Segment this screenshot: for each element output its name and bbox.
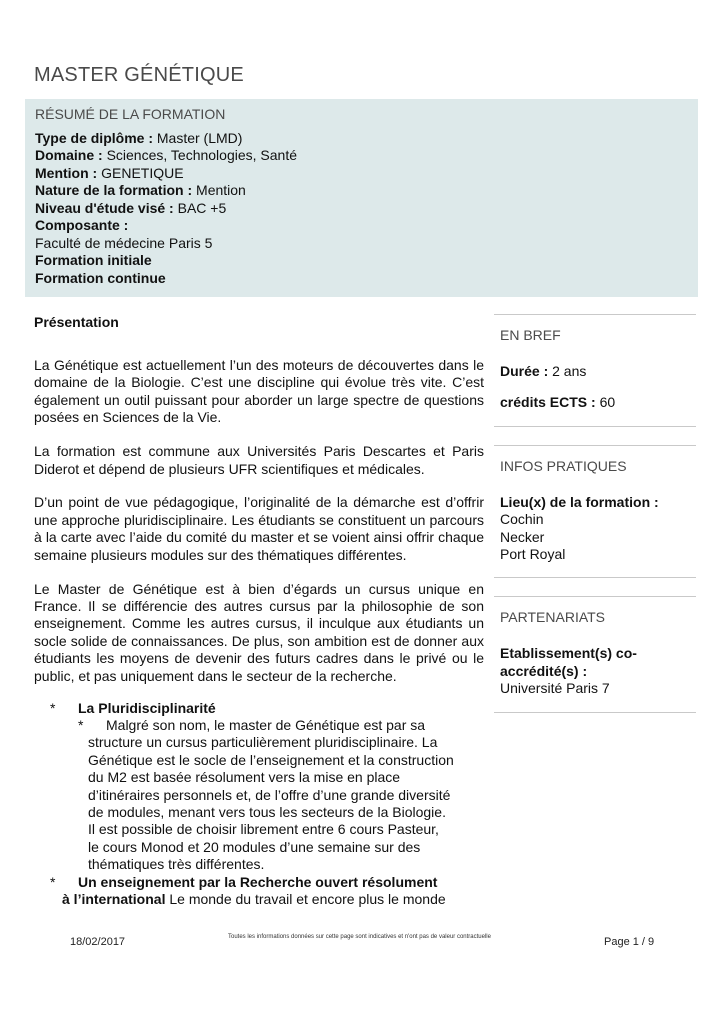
presentation-paragraph: La Génétique est actuellement l’un des moteurs de découvertes dans le domaine de la Biologie. C’est une discipline qui évolue très vite. C’est également un outil puissant pour aborder un large spectre de questions posées en Sciences de la Vie. <box>34 357 484 426</box>
bullet-text-line: de modules, menant vers tous les secteurs de la Biologie. <box>88 803 446 820</box>
bullet-marker: * <box>78 716 84 733</box>
ects-value: 60 <box>595 394 616 411</box>
bullet-title: à l’international <box>62 890 166 907</box>
composante-row <box>35 217 688 235</box>
presentation-heading: Présentation <box>34 314 119 330</box>
bullet-text-line: Il est possible de choisir librement entre 6 cours Pasteur, <box>88 821 439 838</box>
bullet-text-line: Malgré son nom, le master de Génétique est par sa <box>106 716 426 733</box>
bullet-marker: * <box>50 873 56 890</box>
diploma-type-value: Master (LMD) <box>152 129 243 146</box>
bullet-text-line: le cours Monod et 20 modules d’une semaine sur des <box>88 838 421 855</box>
page-title: MASTER GÉNÉTIQUE <box>34 64 244 86</box>
bullet-item <box>34 700 484 717</box>
sidebar <box>494 314 696 713</box>
footer-disclaimer: Toutes les informations données sur cette page sont indicatives et n'ont pas de valeur contractuelle <box>228 934 491 940</box>
bullet-text: Le monde du travail et encore plus le monde <box>165 890 446 907</box>
bullet-title: Un enseignement par la Recherche ouvert résolument <box>78 873 438 890</box>
level-label: Niveau d'étude visé : <box>35 199 174 216</box>
location-label: Lieu(x) de la formation : <box>500 493 659 510</box>
infos-pratiques-box <box>494 445 696 579</box>
partner-value: Université Paris 7 <box>500 680 610 697</box>
en-bref-box <box>494 314 696 427</box>
bullet-text-line: d’itinéraires personnels et, de l’offre d’une grande diversité <box>88 786 451 803</box>
domain-value: Sciences, Technologies, Santé <box>102 147 297 163</box>
bullet-text-line: thématiques très différentes. <box>88 856 265 873</box>
composante-value: Faculté de médecine Paris 5 <box>35 234 213 251</box>
infos-pratiques-title: INFOS PRATIQUES <box>500 457 627 474</box>
en-bref-title: EN BREF <box>500 327 561 343</box>
formation-continue: Formation continue <box>35 269 166 286</box>
level-value: BAC +5 <box>173 199 227 216</box>
presentation-paragraph: D’un point de vue pédagogique, l’originalité de la démarche est d’offrir une approche pluridisciplinaire. Les étudiants se constituent un parcours à la carte avec l’aide du comité du master et se voient ainsi offrir chaque semaine plusieurs modules sur des thématiques différentes. <box>34 494 484 563</box>
summary-panel <box>25 99 698 297</box>
presentation-section <box>34 314 484 908</box>
location-item: Port Royal <box>500 546 566 563</box>
level-row <box>35 200 688 218</box>
mention-value: GENETIQUE <box>97 164 184 181</box>
bullet-text-line: du M2 est basée résolument vers la mise en place <box>88 769 401 786</box>
nature-row <box>35 182 688 200</box>
footer-date: 18/02/2017 <box>70 936 126 948</box>
page-number: Page 1 / 9 <box>604 936 655 948</box>
nature-label: Nature de la formation : <box>35 182 193 198</box>
partner-label: Etablissement(s) co- <box>500 645 637 662</box>
ects-label: crédits ECTS : <box>500 394 596 411</box>
composante-label: Composante : <box>35 217 129 233</box>
domain-row <box>35 147 688 165</box>
summary-title: RÉSUMÉ DE LA FORMATION <box>35 106 226 122</box>
bullet-title: La Pluridisciplinarité <box>78 699 216 716</box>
presentation-paragraph: La formation est commune aux Universités Paris Descartes et Paris Diderot et dépend de plusieurs UFR scientifiques et médicales. <box>34 443 484 477</box>
bullet-text-line: structure un cursus particulièrement pluridisciplinaire. La <box>88 734 438 751</box>
bullet-marker: * <box>50 699 56 716</box>
duration-label: Durée : <box>500 363 549 379</box>
partner-label: accrédité(s) : <box>500 662 588 679</box>
location-item: Necker <box>500 528 545 545</box>
ects-row <box>500 394 690 411</box>
diploma-type-label: Type de diplôme : <box>35 129 153 146</box>
location-item: Cochin <box>500 511 544 528</box>
duration-value: 2 ans <box>548 363 587 379</box>
mention-row <box>35 165 688 183</box>
bullet-item <box>34 874 484 909</box>
partenariats-box <box>494 596 696 712</box>
formation-initiale: Formation initiale <box>35 252 152 268</box>
sub-bullet-item <box>34 717 484 874</box>
presentation-paragraph: Le Master de Génétique est à bien d’égards un cursus unique en France. Il se différencie des autres cursus par la philosophie de son enseignement. Comme les autres cursus, il inculque aux étudiants un socle solide de connaissances. De plus, son ambition est de donner aux étudiants les moyens de devenir des futurs cadres dans le privé ou le public, et pas uniquement dans le secteur de la recherche. <box>34 580 484 684</box>
nature-value: Mention <box>192 182 246 198</box>
bullet-text-line: Génétique est le socle de l’enseignement et la construction <box>88 751 454 768</box>
mention-label: Mention : <box>35 164 98 181</box>
partenariats-title: PARTENARIATS <box>500 609 606 626</box>
domain-label: Domaine : <box>35 147 103 163</box>
bullet-list <box>34 700 484 909</box>
duration-row <box>500 363 690 380</box>
diploma-type-row <box>35 130 688 148</box>
